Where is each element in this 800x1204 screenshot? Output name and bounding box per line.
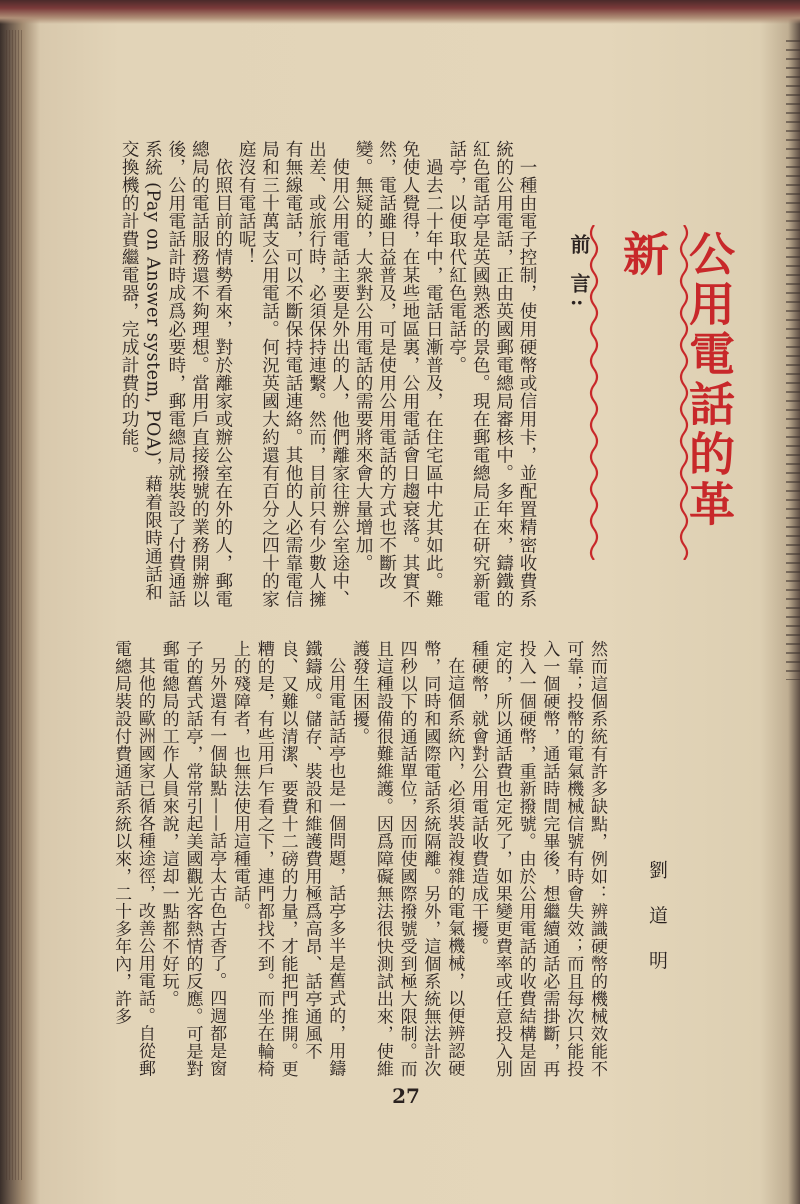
section-heading: 前 言:: [567, 234, 591, 313]
article-title: 公用電話的革新: [616, 230, 736, 530]
paragraph: 然而這個系統有許多缺點，例如：辨識硬幣的機械效能不可靠；投幣的電氣機械信號有時會失效；而且每次只能投入一個硬幣，通話時間完畢後，想繼續通話必需掛斷，再投入一個硬幣，重新撥號。由於公用電話的收費結構是固定的，所以通話費也定死了，如果變更費率或任意投入別種硬幣，就會對公用電話收費造成干擾。: [468, 640, 607, 1078]
author-name: 劉 道 明: [646, 860, 668, 980]
paragraph: 使用公用電話主要是外出的人，他們離家往辦公室途中、出差、或旅行時，必須保持連繫。然而，目前只有少數人擁有無線電話，可以不斷保持電話連絡。其他的人必需靠電信局和三十萬支公用電話。何況英國大約還有百分之四十的家庭沒有電話呢！: [236, 140, 350, 608]
page-number: 27: [392, 1084, 420, 1108]
paragraph: 依照目前的情勢看來，對於離家或辦公室在外的人，郵電總局的電話服務還不夠理想。當用戶直接撥號的業務開辦以後，公用電話計時成爲必要時，郵電總局就裝設了付費通話系統 (Pay on Answer system, POA)，藉着限時通話和交換機的計費繼電器，完成計費的功能。: [119, 140, 233, 608]
paragraph: 公用電話話亭也是一個問題，話亭多半是舊式的，用鑄鐵鑄成。儲存、裝設和維護費用極爲高昂、話亭通風不良、又難以清潔、要費十二磅的力量，才能把門推開。更糟的是，有些用戶乍看之下，連門都找不到。而坐在輪椅上的殘障者，也無法使用這種電話。: [230, 640, 346, 1078]
paragraph: 過去二十年中，電話日漸普及，在住宅區中尤其如此。難免使人覺得，在某些地區裏，公用電話會日趨衰落。其實不然，電話雖日益普及，可是使用公用電話的方式也不斷改變。無疑的，大衆對公用電話的需要將來會大量增加。: [353, 140, 444, 608]
paragraph: 在這個系統內，必須裝設複雜的電氣機械，以便辨認硬幣，同時和國際電話系統隔離。另外，這個系統無法計次四秒以下的通話單位，因而使國際撥號受到極大限制。而且這種設備很難維護。因爲障礙無法很快測試出來，使維護發生困擾。: [349, 640, 465, 1078]
book-spine-edge: [6, 30, 24, 1180]
lower-text-block: [88, 640, 608, 1080]
paragraph: 另外還有一個缺點——話亭太古色古香了。四週都是窗子的舊式話亭，常常引起美國觀光客熱情的反應。可是對郵電總局的工作人員來說，這却一點都不好玩。: [158, 640, 227, 1078]
upper-text-block: [68, 140, 538, 610]
next-page-bleed: [786, 40, 800, 680]
paragraph: 一種由電子控制，使用硬幣或信用卡，並配置精密收費系統的公用電話，正由英國郵電總局審核中。多年來，鑄鐵的紅色電話亭是英國熟悉的景色。現在郵電總局正在研究新電話亭，以便取代紅色電話亭。: [446, 140, 537, 608]
book-top-edge: [0, 0, 800, 24]
paragraph: 其他的歐洲國家已循各種途徑，改善公用電話。自從郵電總局裝設付費通話系統以來，二十多年內，許多: [111, 640, 155, 1077]
